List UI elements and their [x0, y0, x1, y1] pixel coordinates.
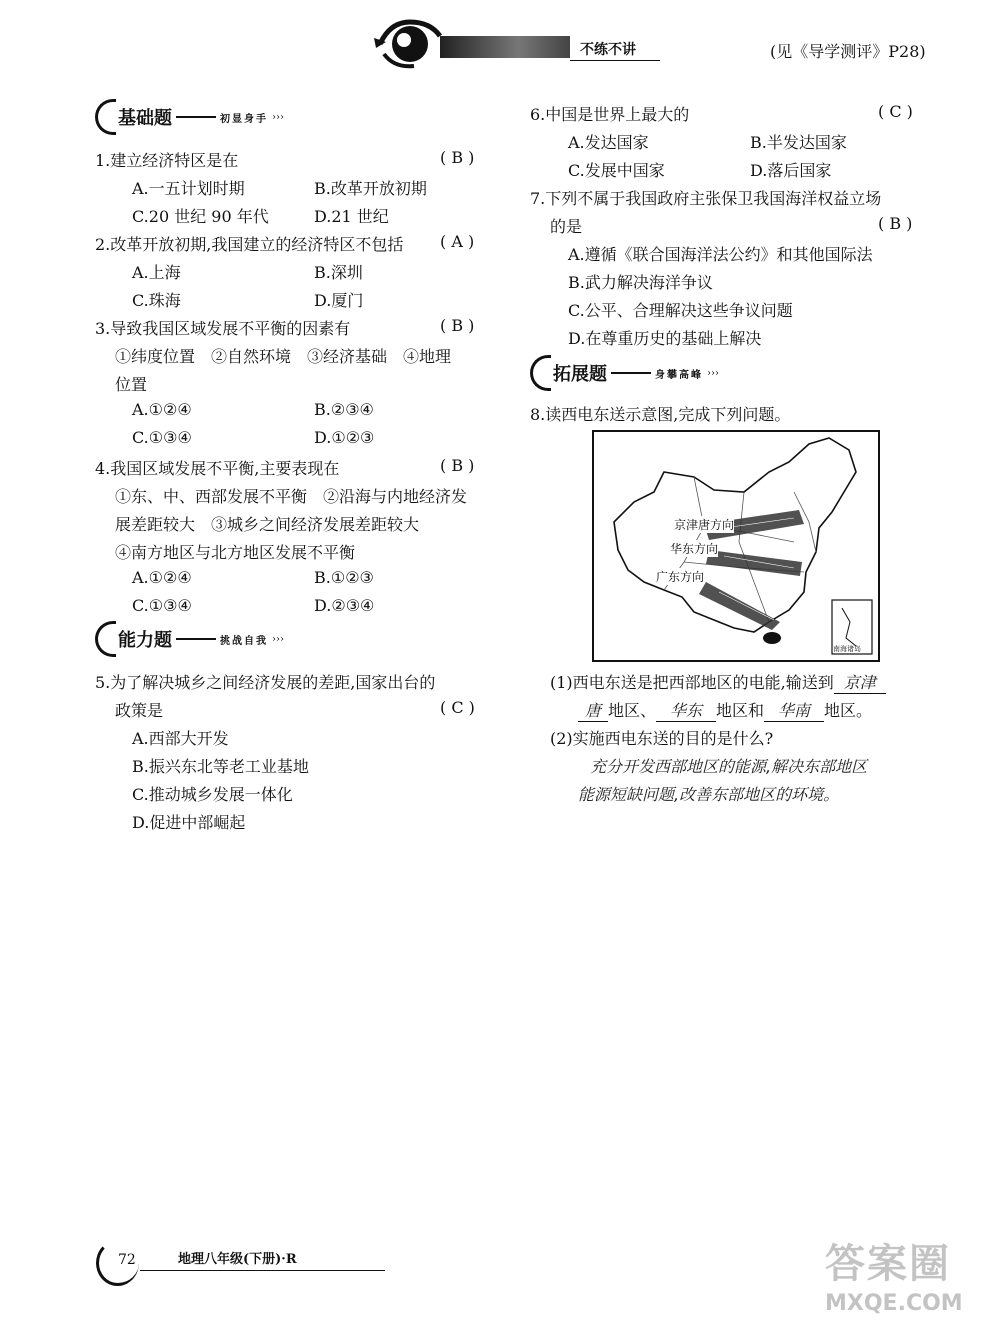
q1-stem: 1.建立经济特区是在 — [95, 151, 239, 170]
q7-answer: ( B ) — [878, 214, 913, 233]
q6-stem: 6.中国是世界上最大的 — [530, 105, 690, 124]
q3-option-a: A.①②④ — [132, 400, 192, 419]
q8-part2-answer-line1: 充分开发西部地区的能源,解决东部地区 — [590, 757, 868, 776]
q6-option-b: B.半发达国家 — [750, 133, 847, 152]
section-extend-heading: 拓展题 身攀高峰 ››› — [530, 356, 719, 390]
q8-part1-sep1: 地区、 — [608, 701, 657, 720]
q5-option-d: D.促进中部崛起 — [132, 813, 246, 832]
q8-blank-2: 华东 — [656, 698, 716, 722]
q7-option-c: C.公平、合理解决这些争议问题 — [568, 301, 793, 320]
q8-blank-1: 京津 — [834, 670, 886, 694]
q6-option-a: A.发达国家 — [568, 133, 649, 152]
header-banner — [440, 36, 570, 58]
q5-stem-line2: 政策是 — [115, 701, 164, 720]
q3-stem: 3.导致我国区域发展不平衡的因素有 — [95, 319, 351, 338]
section-title: 拓展题 — [553, 364, 607, 385]
header-rule — [570, 60, 660, 61]
q8-part2-question: (2)实施西电东送的目的是什么? — [550, 729, 774, 748]
map-inset-label: 南海诸岛 — [833, 645, 861, 653]
q3-option-d: D.①②③ — [314, 428, 375, 447]
map-label-huadong: 华东方向 — [670, 542, 719, 556]
header-ref: (见《导学测评》P28) — [770, 42, 926, 61]
q7-option-b: B.武力解决海洋争议 — [568, 273, 713, 292]
q5-option-c: C.推动城乡发展一体化 — [132, 785, 293, 804]
q8-part1-text-line2 — [578, 698, 872, 722]
footer-book-title: 地理八年级(下册)·R — [178, 1252, 297, 1267]
section-arc-icon — [95, 621, 116, 657]
q1-answer: ( B ) — [440, 148, 475, 167]
q4-option-a: A.①②④ — [132, 568, 192, 587]
q3-option-b: B.②③④ — [314, 400, 374, 419]
q2-option-a: A.上海 — [132, 263, 181, 282]
q1-option-c: C.20 世纪 90 年代 — [132, 207, 269, 226]
q6-answer: ( C ) — [878, 102, 913, 121]
q8-blank-1-cont: 唐 — [578, 698, 608, 722]
q2-option-c: C.珠海 — [132, 291, 181, 310]
q8-blank-3: 华南 — [764, 698, 824, 722]
header-logo-icon — [370, 14, 450, 70]
q3-option-c: C.①③④ — [132, 428, 192, 447]
q3-answer: ( B ) — [440, 316, 475, 335]
section-title: 能力题 — [118, 630, 172, 651]
q7-option-d: D.在尊重历史的基础上解决 — [568, 329, 762, 348]
q8-stem: 8.读西电东送示意图,完成下列问题。 — [530, 405, 791, 424]
header-slogan: 不练不讲 — [580, 42, 636, 58]
section-arc-icon — [530, 355, 551, 391]
q4-items-line3: ④南方地区与北方地区发展不平衡 — [115, 543, 356, 562]
section-tag: 挑战自我 — [220, 635, 268, 647]
q4-items-line2: 展差距较大 ③城乡之间经济发展差距较大 — [115, 515, 420, 534]
q5-option-a: A.西部大开发 — [132, 729, 229, 748]
q4-option-d: D.②③④ — [314, 596, 375, 615]
q2-option-d: D.厦门 — [314, 291, 364, 310]
q5-option-b: B.振兴东北等老工业基地 — [132, 757, 309, 776]
q4-option-c: C.①③④ — [132, 596, 192, 615]
section-tag: 初显身手 — [220, 113, 268, 125]
q6-option-c: C.发展中国家 — [568, 161, 665, 180]
footer-page-number: 72 — [118, 1252, 136, 1268]
q5-stem-line1: 5.为了解决城乡之间经济发展的差距,国家出台的 — [95, 673, 436, 692]
q8-part1-text — [550, 670, 886, 694]
footer-rule — [140, 1270, 385, 1271]
q7-stem-line1: 7.下列不属于我国政府主张保卫我国海洋权益立场 — [530, 189, 882, 208]
q4-option-b: B.①②③ — [314, 568, 374, 587]
q8-part1-prefix: (1)西电东送是把西部地区的电能,输送到 — [550, 673, 834, 692]
section-ability-heading: 能力题 挑战自我 ››› — [95, 622, 284, 656]
watermark-logo — [825, 1232, 985, 1322]
q1-option-d: D.21 世纪 — [314, 207, 389, 226]
q7-stem-line2: 的是 — [550, 217, 583, 236]
q5-answer: ( C ) — [440, 698, 475, 717]
q1-option-a: A.一五计划时期 — [132, 179, 245, 198]
watermark-text: 答案圈 — [825, 1241, 951, 1287]
q2-answer: ( A ) — [440, 232, 475, 251]
map-label-guangdong: 广东方向 — [656, 570, 705, 584]
watermark-domain: MXQE.COM — [825, 1291, 963, 1316]
section-basic-heading: 基础题 初显身手 ››› — [95, 100, 284, 134]
q8-part1-sep2: 地区和 — [716, 701, 765, 720]
q4-items-line1: ①东、中、西部发展不平衡 ②沿海与内地经济发 — [115, 487, 468, 506]
q4-answer: ( B ) — [440, 456, 475, 475]
west-east-power-map — [592, 430, 880, 662]
q4-stem: 4.我国区域发展不平衡,主要表现在 — [95, 459, 340, 478]
q3-items-line2: 位置 — [115, 375, 148, 394]
q2-option-b: B.深圳 — [314, 263, 363, 282]
q6-option-d: D.落后国家 — [750, 161, 832, 180]
map-label-jingjintang: 京津唐方向 — [674, 518, 735, 532]
section-arc-icon — [95, 99, 116, 135]
q1-option-b: B.改革开放初期 — [314, 179, 427, 198]
section-title: 基础题 — [118, 108, 172, 129]
q2-stem: 2.改革开放初期,我国建立的经济特区不包括 — [95, 235, 404, 254]
section-tag: 身攀高峰 — [655, 369, 703, 381]
q8-part1-suffix: 地区。 — [824, 701, 873, 720]
q8-part2-answer-line2: 能源短缺问题,改善东部地区的环境。 — [578, 785, 840, 804]
q7-option-a: A.遵循《联合国海洋法公约》和其他国际法 — [568, 245, 873, 264]
q3-items-line1: ①纬度位置 ②自然环境 ③经济基础 ④地理 — [115, 347, 452, 366]
